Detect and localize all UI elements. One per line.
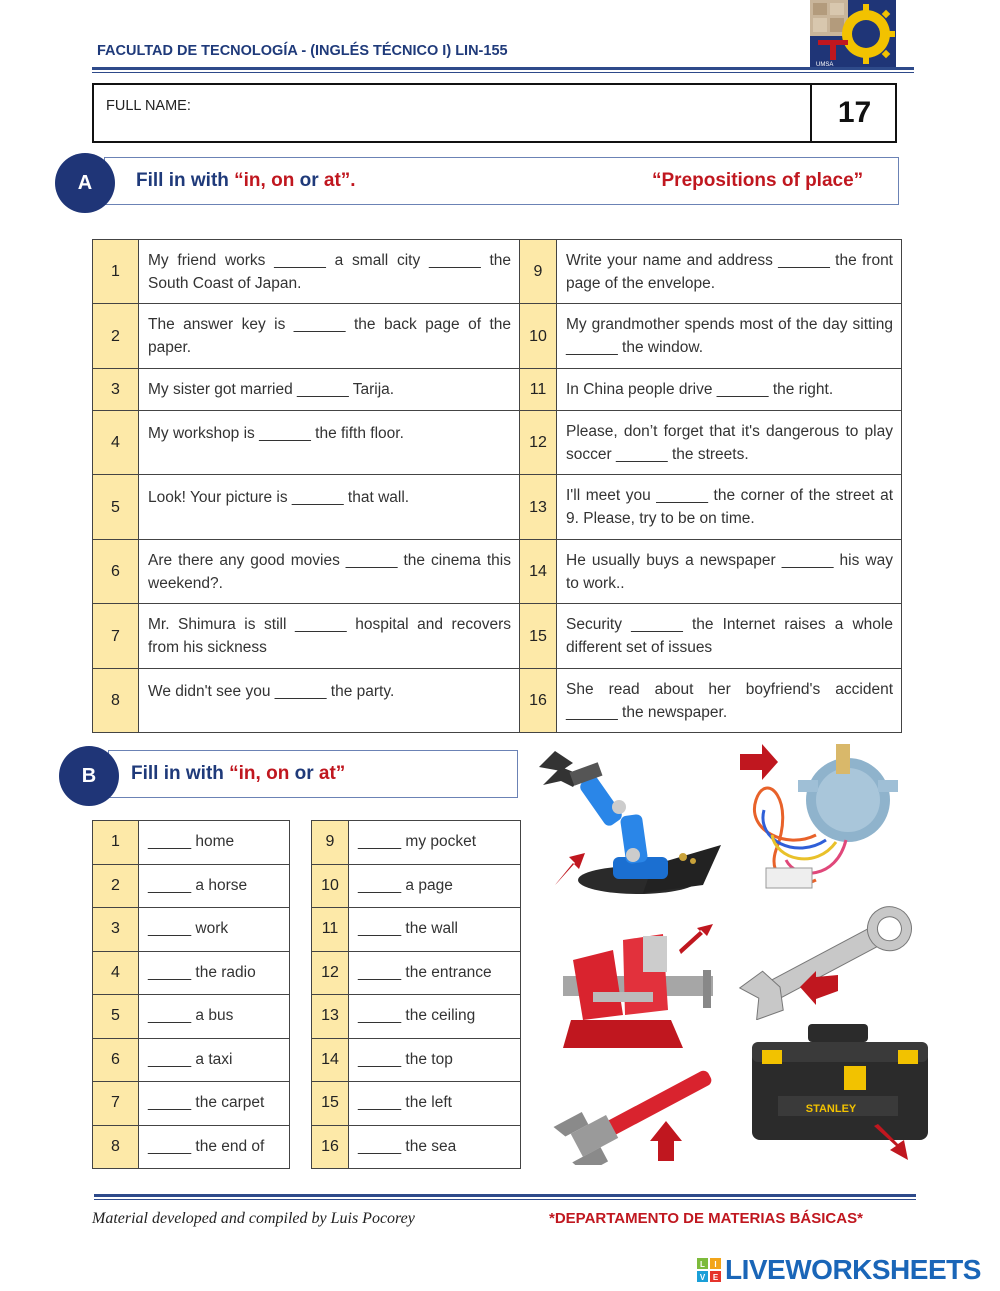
item-number: 1 [93, 240, 139, 304]
table-row [93, 1125, 290, 1169]
table-row [93, 1082, 290, 1126]
item-number: 1 [93, 821, 139, 865]
item-phrase[interactable]: _____ a page [349, 864, 521, 908]
item-number: 11 [312, 908, 349, 952]
badge-letter: L [700, 1260, 705, 1269]
section-b-title-prefix: Fill in with [131, 763, 230, 784]
footer-rule [94, 1194, 916, 1197]
item-phrase[interactable]: _____ the top [349, 1038, 521, 1082]
badge-letter: I [714, 1260, 717, 1269]
full-name-label: FULL NAME: [106, 98, 191, 114]
table-row [93, 240, 902, 304]
item-phrase[interactable]: _____ my pocket [349, 821, 521, 865]
item-number: 2 [93, 864, 139, 908]
item-number: 11 [520, 369, 557, 411]
faculty-logo [810, 0, 896, 67]
item-sentence[interactable]: My sister got married ______ Tarija. [139, 369, 520, 411]
table-row [312, 908, 521, 952]
table-row [93, 604, 902, 669]
item-number: 8 [93, 1125, 139, 1169]
item-phrase[interactable]: _____ the end of [139, 1125, 290, 1169]
item-sentence[interactable]: He usually buys a newspaper ______ his way to work.. [557, 540, 902, 604]
item-phrase[interactable]: _____ the carpet [139, 1082, 290, 1126]
section-a-subtitle: “Prepositions of place” [652, 170, 864, 191]
item-number: 7 [93, 1082, 139, 1126]
section-b-or: or [289, 763, 319, 784]
item-number: 14 [312, 1038, 349, 1082]
exercise-b-table-left [92, 820, 290, 1169]
item-number: 6 [93, 540, 139, 604]
item-number: 12 [520, 411, 557, 475]
table-row [93, 475, 902, 540]
item-sentence[interactable]: In China people drive ______ the right. [557, 369, 902, 411]
item-number: 9 [312, 821, 349, 865]
section-a-at: at [323, 170, 341, 191]
item-sentence[interactable]: My friend works ______ a small city ______ the South Coast of Japan. [139, 240, 520, 304]
item-number: 13 [312, 995, 349, 1039]
bench-vise-picture [553, 920, 723, 1055]
item-number: 3 [93, 369, 139, 411]
exercise-b-table-right [311, 820, 521, 1169]
item-number: 10 [312, 864, 349, 908]
item-sentence[interactable]: My grandmother spends most of the day sitting ______ the window. [557, 304, 902, 369]
table-row [312, 1125, 521, 1169]
item-phrase[interactable]: _____ the left [349, 1082, 521, 1126]
footer-department: *DEPARTAMENTO DE MATERIAS BÁSICAS* [549, 1210, 863, 1227]
section-a-on: , on [260, 170, 295, 191]
table-row [312, 864, 521, 908]
item-number: 4 [93, 951, 139, 995]
table-row [93, 369, 902, 411]
header-rule [92, 67, 914, 70]
section-a-title-prefix: Fill in with [136, 170, 235, 191]
logo-label: UMSA [816, 62, 834, 67]
name-box [92, 83, 897, 143]
section-a-badge: A [55, 153, 115, 213]
item-number: 10 [520, 304, 557, 369]
item-number: 15 [520, 604, 557, 669]
table-row [312, 995, 521, 1039]
item-number: 16 [520, 669, 557, 733]
footer-credit: Material developed and compiled by Luis Pocorey [92, 1210, 415, 1227]
item-number: 5 [93, 995, 139, 1039]
item-number: 8 [93, 669, 139, 733]
wrench-picture [730, 905, 920, 1020]
section-a-close-quote: ”. [340, 170, 356, 191]
item-sentence[interactable]: She read about her boyfriend's accident ______ the newspaper. [557, 669, 902, 733]
item-sentence[interactable]: Look! Your picture is ______ that wall. [139, 475, 520, 540]
item-number: 3 [93, 908, 139, 952]
item-number: 5 [93, 475, 139, 540]
item-phrase[interactable]: _____ the ceiling [349, 995, 521, 1039]
item-phrase[interactable]: _____ a taxi [139, 1038, 290, 1082]
section-b-on: on [266, 763, 290, 784]
table-row [93, 1038, 290, 1082]
liveworksheets-badge-icon [697, 1258, 721, 1282]
item-sentence[interactable]: I'll meet you ______ the corner of the street at 9. Please, try to be on time. [557, 475, 902, 540]
table-row [93, 908, 290, 952]
section-b-open-quote: “ [229, 763, 239, 784]
item-phrase[interactable]: _____ the entrance [349, 951, 521, 995]
item-sentence[interactable]: Are there any good movies ______ the cinema this weekend?. [139, 540, 520, 604]
section-a-open-quote: “ [234, 170, 244, 191]
item-number: 7 [93, 604, 139, 669]
item-phrase[interactable]: _____ a bus [139, 995, 290, 1039]
item-number: 14 [520, 540, 557, 604]
badge-letter: E [712, 1273, 719, 1282]
toolbox-picture [748, 1020, 933, 1165]
item-number: 9 [520, 240, 557, 304]
stepper-motor-picture [736, 740, 916, 905]
footer-rule-thin [94, 1199, 916, 1200]
table-row [312, 1082, 521, 1126]
section-b-at: at [318, 763, 336, 784]
table-row [93, 821, 290, 865]
item-phrase[interactable]: _____ home [139, 821, 290, 865]
item-sentence[interactable]: The answer key is ______ the back page of the paper. [139, 304, 520, 369]
section-a-in: in [243, 170, 261, 191]
table-row [93, 411, 902, 475]
table-row [93, 540, 902, 604]
item-number: 4 [93, 411, 139, 475]
section-a-or: or [294, 170, 324, 191]
liveworksheets-logo[interactable] [697, 1253, 993, 1287]
item-sentence[interactable]: Write your name and address ______ the front page of the envelope. [557, 240, 902, 304]
section-b-close-quote: ” [335, 763, 346, 784]
section-a-title [136, 170, 356, 192]
liveworksheets-wordmark: LIVEWORKSHEETS [725, 1254, 981, 1285]
item-number: 13 [520, 475, 557, 540]
item-sentence[interactable]: My workshop is ______ the fifth floor. [139, 411, 520, 475]
item-number: 6 [93, 1038, 139, 1082]
worksheet-number: 17 [837, 96, 872, 129]
item-number: 15 [312, 1082, 349, 1126]
item-sentence[interactable]: We didn't see you ______ the party. [139, 669, 520, 733]
table-row [312, 1038, 521, 1082]
item-sentence[interactable]: Please, don’t forget that it's dangerous to play soccer ______ the streets. [557, 411, 902, 475]
header-title: FACULTAD DE TECNOLOGÍA - (INGLÉS TÉCNICO I) LIN-155 [97, 43, 508, 59]
item-phrase[interactable]: _____ a horse [139, 864, 290, 908]
item-number: 16 [312, 1125, 349, 1169]
item-sentence[interactable]: Mr. Shimura is still ______ hospital and recovers from his sickness [139, 604, 520, 669]
table-row [93, 669, 902, 733]
section-b-title: Fill in with “in, on or at” [131, 763, 346, 784]
pipe-wrench-picture [550, 1055, 725, 1165]
item-number: 2 [93, 304, 139, 369]
item-phrase[interactable]: _____ the wall [349, 908, 521, 952]
item-phrase[interactable]: _____ the sea [349, 1125, 521, 1169]
item-sentence[interactable]: Security ______ the Internet raises a whole different set of issues [557, 604, 902, 669]
exercise-a-table [92, 239, 902, 733]
table-row [93, 951, 290, 995]
table-row [93, 304, 902, 369]
header-rule-thin [92, 72, 914, 73]
badge-letter: V [699, 1273, 706, 1282]
table-row [93, 864, 290, 908]
toolbox-brand-label: STANLEY [805, 1103, 857, 1115]
item-number: 12 [312, 951, 349, 995]
section-b-badge: B [59, 746, 119, 806]
table-row [93, 995, 290, 1039]
table-row [312, 821, 521, 865]
robot-arm-picture [533, 745, 723, 905]
table-row [312, 951, 521, 995]
item-phrase[interactable]: _____ the radio [139, 951, 290, 995]
section-b-in: in [238, 763, 256, 784]
item-phrase[interactable]: _____ work [139, 908, 290, 952]
